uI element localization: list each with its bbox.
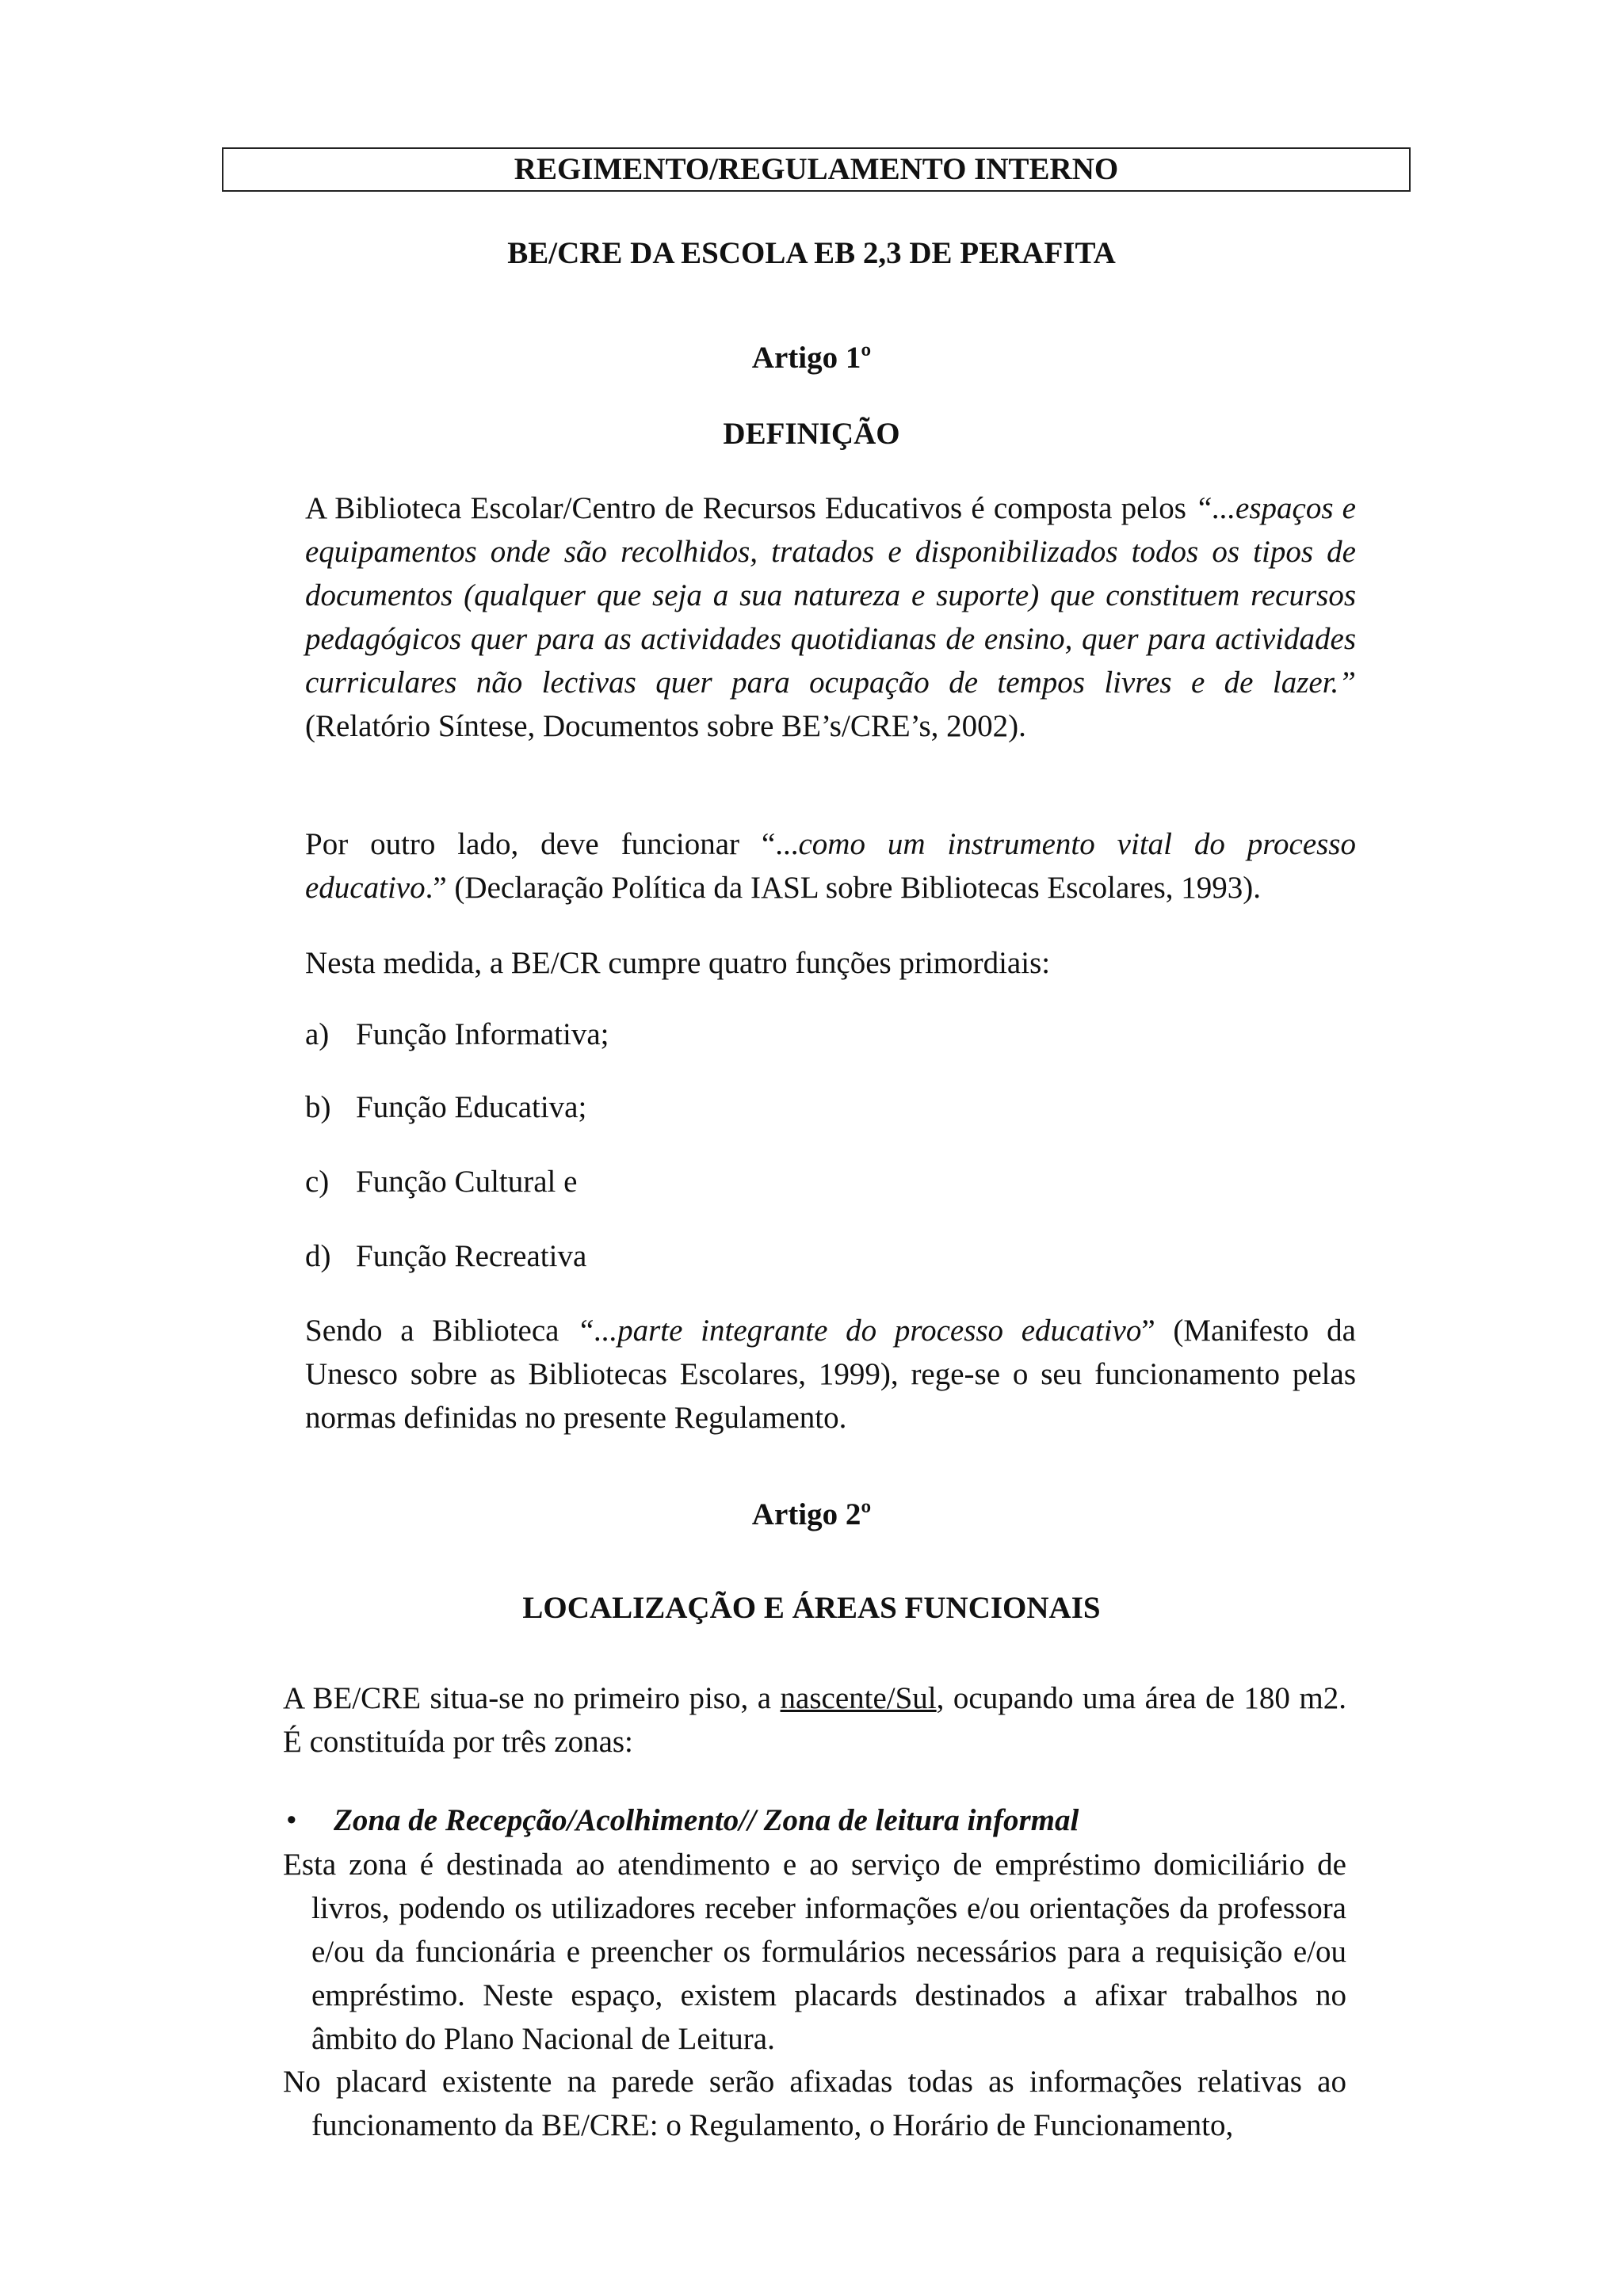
p1-cite: (Relatório Síntese, Documentos sobre BE’s/CRE’s, 2002). [305,709,1026,743]
p4-intro: Sendo a Biblioteca [305,1314,578,1348]
p4-quote: “...parte integrante do processo educativo [577,1314,1142,1348]
zone-1-paragraph-2: No placard existente na parede serão afixadas todas as informações relativas ao funcionamento da BE/CRE: o Regulamento, o Horário de Funcionamento, [283,2065,1346,2142]
article-1-heading: DEFINIÇÃO [723,417,900,451]
article-2-number: Artigo 2º [751,1497,872,1531]
bullet-icon: • [286,1803,297,1837]
list-item-label: c) [305,1165,330,1199]
p2-intro: Por outro lado, deve funcionar “... [305,827,799,861]
a2-p1-underline: nascente/Sul [780,1681,937,1715]
article-1-paragraph-4 [305,1309,1356,1440]
p1-intro: A Biblioteca Escolar/Centro de Recursos Educativos é composta pelos [305,491,1196,525]
list-item [305,1234,586,1278]
list-item [305,1085,586,1129]
zone-1-title-text: Zona de Recepção/Acolhimento// Zona de leitura informal [334,1803,1079,1837]
list-item-text: Função Cultural e [356,1165,578,1199]
p1-quote: “...espaços e equipamentos onde são recolhidos, tratados e disponibilizados todos os tipos de documentos (qualquer que seja a sua natureza e suporte) que constituem recursos pedagógicos quer para as actividades quotidianas de ensino, quer para actividades curriculares não lectivas quer para ocupação de tempos livres e de lazer.” [305,491,1356,700]
document-subtitle: BE/CRE DA ESCOLA EB 2,3 DE PERAFITA [507,236,1116,270]
list-item-label: d) [305,1239,331,1273]
zone-1-paragraph-1: Esta zona é destinada ao atendimento e ao serviço de empréstimo domiciliário de livros, podendo os utilizadores receber informações e/ou orientações da professora e/ou da funcionária e preencher os formulários necessários para a requisição e/ou empréstimo. Neste espaço, existem placards destinados a afixar trabalhos no âmbito do Plano Nacional de Leitura. [283,1848,1346,2056]
list-item-text: Função Recreativa [356,1239,587,1273]
article-1-number: Artigo 1º [751,341,872,375]
document-title: REGIMENTO/REGULAMENTO INTERNO [222,147,1411,192]
article-2-heading: LOCALIZAÇÃO E ÁREAS FUNCIONAIS [522,1591,1101,1625]
article-2-paragraph-1 [283,1676,1346,1764]
article-1-paragraph-1 [305,486,1356,748]
article-1-paragraph-2 [305,822,1356,910]
list-item-label: a) [305,1017,330,1051]
list-item [305,1013,609,1056]
list-item-text: Função Educativa; [356,1090,587,1124]
a2-p1-a: A BE/CRE situa-se no primeiro piso, a [283,1681,781,1715]
list-item-label: b) [305,1090,331,1124]
p2-cite: .” (Declaração Política da IASL sobre Bibliotecas Escolares, 1993). [425,871,1262,905]
zone-1-title [283,1798,1392,1842]
p4-cite: ” (Manifesto da Unesco sobre as Bibliotecas Escolares, 1999), rege-se o seu funcionamento pelas normas definidas no presente Regulamento. [305,1314,1356,1435]
a2-p1-b: , ocupando uma área de 180 m2. É constituída por três zonas: [283,1681,1346,1759]
p2-quote: como um instrumento vital do processo educativo [305,827,1356,905]
article-1-paragraph-3: Nesta medida, a BE/CR cumpre quatro funções primordiais: [305,946,1051,980]
list-item [305,1160,577,1203]
list-item-text: Função Informativa; [356,1017,609,1051]
